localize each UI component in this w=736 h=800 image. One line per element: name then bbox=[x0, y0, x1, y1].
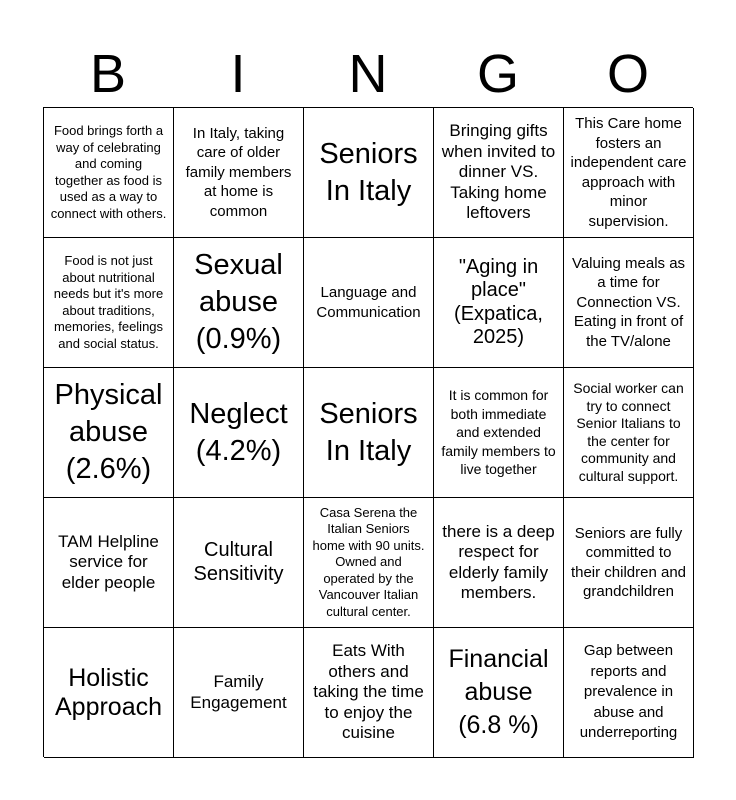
bingo-cell[interactable] bbox=[304, 368, 434, 498]
cell-text: Neglect (4.2%) bbox=[189, 397, 288, 467]
bingo-cell[interactable] bbox=[174, 368, 304, 498]
cell-text: This Care home fosters an independent care approach with minor supervision. bbox=[570, 115, 687, 230]
bingo-cell[interactable] bbox=[174, 238, 304, 368]
bingo-cell[interactable] bbox=[564, 108, 694, 238]
cell-text: Casa Serena the Italian Seniors home with 90 units. Owned and operated by the Vancouver Italian cultural center. bbox=[312, 504, 425, 619]
bingo-cell[interactable] bbox=[564, 628, 694, 758]
header-letter-b: B bbox=[89, 44, 127, 104]
bingo-cell[interactable] bbox=[434, 368, 564, 498]
cell-text: Bringing gifts when invited to dinner VS. Taking home leftovers bbox=[441, 121, 556, 223]
header-letter-o: O bbox=[606, 44, 649, 104]
bingo-cell[interactable] bbox=[44, 628, 174, 758]
bingo-board bbox=[43, 107, 693, 757]
cell-text: Food brings forth a way of celebrating and coming together as food is used as a way to connect with others. bbox=[50, 123, 167, 221]
bingo-cell[interactable] bbox=[434, 628, 564, 758]
bingo-cell[interactable] bbox=[304, 108, 434, 238]
cell-text: Sexual abuse (0.9%) bbox=[194, 249, 283, 355]
cell-text: Financial abuse (6.8 %) bbox=[448, 645, 549, 739]
cell-text: Seniors In Italy bbox=[319, 397, 418, 467]
cell-text: Food is not just about nutritional needs but it's more about traditions, memories, feelings and social status. bbox=[53, 253, 164, 351]
bingo-cell[interactable] bbox=[44, 238, 174, 368]
bingo-cell[interactable] bbox=[44, 498, 174, 628]
bingo-cell[interactable] bbox=[304, 238, 434, 368]
cell-text: In Italy, taking care of older family members at home is common bbox=[185, 124, 292, 220]
cell-text: Seniors are fully committed to their children and grandchildren bbox=[570, 524, 687, 600]
cell-text: Family Engagement bbox=[190, 672, 287, 712]
cell-text: Physical abuse (2.6%) bbox=[54, 379, 163, 485]
bingo-cell[interactable] bbox=[44, 108, 174, 238]
bingo-cell[interactable] bbox=[564, 368, 694, 498]
bingo-cell[interactable] bbox=[174, 108, 304, 238]
bingo-cell[interactable] bbox=[44, 368, 174, 498]
bingo-cell[interactable] bbox=[174, 628, 304, 758]
header-letter-n: N bbox=[348, 44, 388, 104]
header-letter-g: G bbox=[476, 44, 519, 104]
cell-text: there is a deep respect for elderly family members. bbox=[442, 521, 555, 602]
cell-text: Eats With others and taking the time to enjoy the cuisine bbox=[313, 641, 424, 743]
cell-text: Gap between reports and prevalence in abuse and underreporting bbox=[579, 642, 678, 742]
header-letter-i: I bbox=[230, 44, 246, 104]
bingo-cell[interactable] bbox=[304, 628, 434, 758]
cell-text: Cultural Sensitivity bbox=[193, 539, 284, 585]
bingo-cell[interactable] bbox=[434, 238, 564, 368]
bingo-cell[interactable] bbox=[434, 108, 564, 238]
bingo-cell[interactable] bbox=[174, 498, 304, 628]
bingo-header bbox=[43, 40, 693, 108]
cell-text: "Aging in place" (Expatica, 2025) bbox=[454, 255, 543, 348]
cell-text: TAM Helpline service for elder people bbox=[58, 531, 159, 592]
bingo-cell[interactable] bbox=[564, 498, 694, 628]
cell-text: Valuing meals as a time for Connection VS. Eating in front of the TV/alone bbox=[571, 254, 686, 350]
bingo-cell[interactable] bbox=[304, 498, 434, 628]
cell-text: It is common for both immediate and extended family members to live together bbox=[441, 387, 556, 478]
bingo-cell[interactable] bbox=[564, 238, 694, 368]
cell-text: Seniors In Italy bbox=[319, 137, 418, 207]
cell-text: Holistic Approach bbox=[54, 663, 163, 721]
bingo-cell[interactable] bbox=[434, 498, 564, 628]
cell-text: Language and Communication bbox=[316, 284, 421, 321]
cell-text: Social worker can try to connect Senior Italians to the center for community and cultural support. bbox=[573, 380, 684, 484]
